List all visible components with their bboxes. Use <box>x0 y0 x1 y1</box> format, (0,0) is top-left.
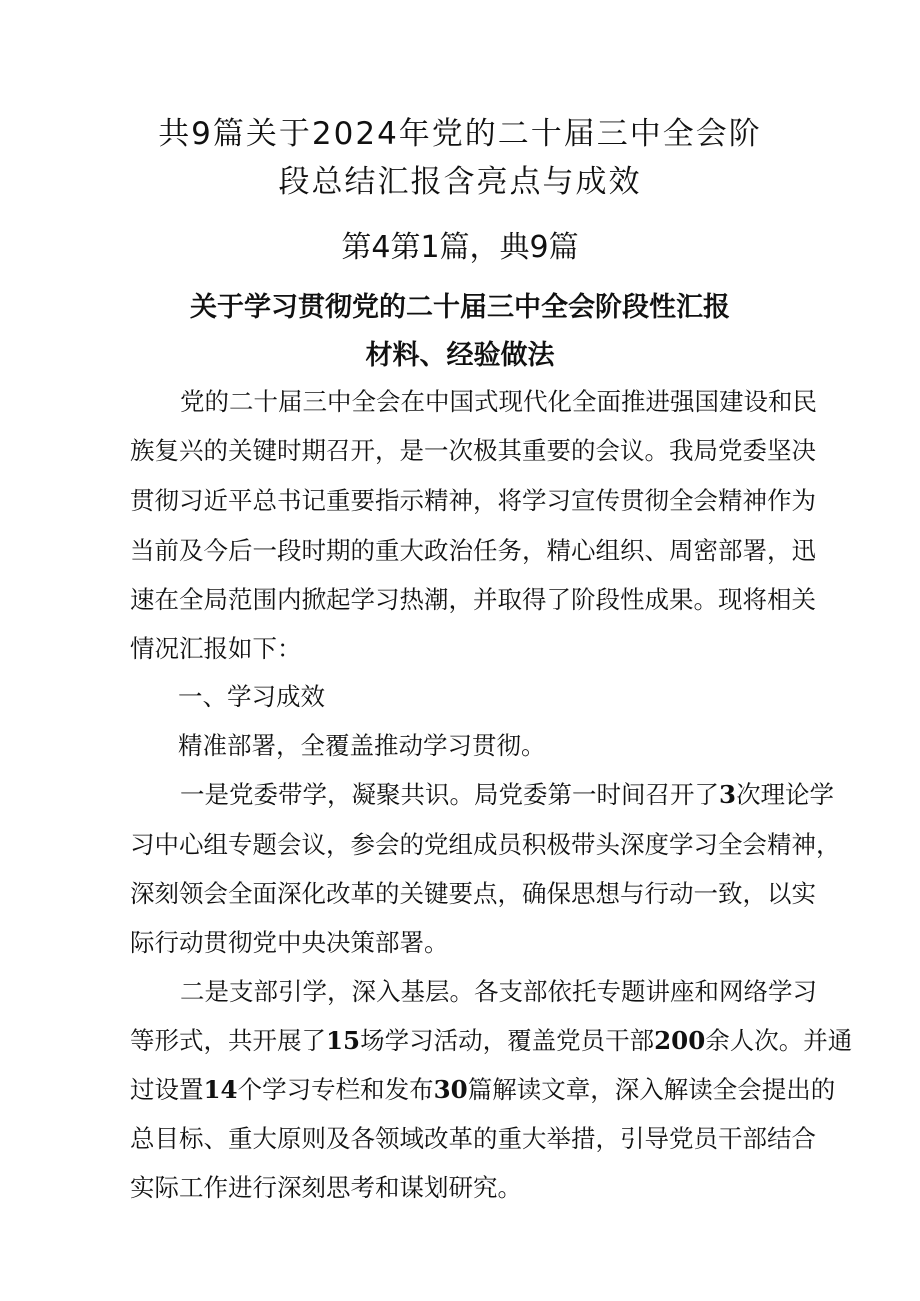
intro-line-5: 速在全局范围内掀起学习热潮，并取得了阶段性成果。现将相关 <box>130 585 816 614</box>
para1-line-1 <box>180 776 920 811</box>
para2-line-2-text-a: 等形式，共开展了 <box>130 1026 326 1055</box>
para2-activity-count: 15 <box>326 1026 361 1055</box>
para2-line-3-text-b: 个学习专栏和发布 <box>237 1075 434 1104</box>
section-title: 一、学习成效 <box>178 682 325 711</box>
doc-title-line-2: 段总结汇报含亮点与成效 <box>278 164 642 200</box>
para2-line-3 <box>130 1071 920 1106</box>
doc-title-line-1: 共9篇关于2024年党的二十届三中全会阶 <box>158 116 762 152</box>
para1-line-4: 际行动贯彻党中央决策部署。 <box>130 928 449 957</box>
para2-column-count: 14 <box>203 1075 238 1104</box>
para1-line-2: 习中心组专题会议，参会的党组成员积极带头深度学习全会精神， <box>130 830 841 859</box>
intro-line-6: 情况汇报如下： <box>130 634 302 663</box>
para2-line-2-text-c: 余人次。并通 <box>705 1026 853 1055</box>
intro-line-2: 族复兴的关键时期召开，是一次极其重要的会议。我局党委坚决 <box>130 436 816 465</box>
heading-line-2: 材料、经验做法 <box>365 340 555 371</box>
para1-line-1-text-b: 次理论学 <box>736 780 835 809</box>
para2-line-2 <box>130 1022 920 1057</box>
section-lead: 精准部署，全覆盖推动学习贯彻。 <box>178 731 546 760</box>
para1-line-3: 深刻领会全面深化改革的关键要点，确保思想与行动一致，以实 <box>130 879 816 908</box>
intro-line-1: 党的二十届三中全会在中国式现代化全面推进强国建设和民 <box>180 387 817 416</box>
para2-line-2-text-b: 场学习活动，覆盖党员干部 <box>360 1026 655 1055</box>
para2-article-count: 30 <box>433 1075 468 1104</box>
article-marker: 第4第1篇，典9篇 <box>341 230 579 265</box>
para2-line-3-text-a: 过设置 <box>130 1075 204 1104</box>
para2-line-3-text-c: 篇解读文章，深入解读全会提出的 <box>467 1075 836 1104</box>
intro-line-4: 当前及今后一段时期的重大政治任务，精心组织、周密部署，迅 <box>130 536 816 565</box>
para2-line-4: 总目标、重大原则及各领域改革的重大举措，引导党员干部结合 <box>130 1124 816 1153</box>
para2-line-5: 实际工作进行深刻思考和谋划研究。 <box>130 1173 522 1202</box>
para1-meeting-count: 3 <box>719 780 737 809</box>
para1-line-1-text-a: 一是党委带学，凝聚共识。局党委第一时间召开了 <box>180 780 719 809</box>
intro-line-3: 贯彻习近平总书记重要指示精神，将学习宣传贯彻全会精神作为 <box>130 486 816 515</box>
para2-line-1: 二是支部引学，深入基层。各支部依托专题讲座和网络学习 <box>180 977 817 1006</box>
para2-attendance-count: 200 <box>654 1026 706 1055</box>
heading-line-1: 关于学习贯彻党的二十届三中全会阶段性汇报 <box>190 292 730 323</box>
